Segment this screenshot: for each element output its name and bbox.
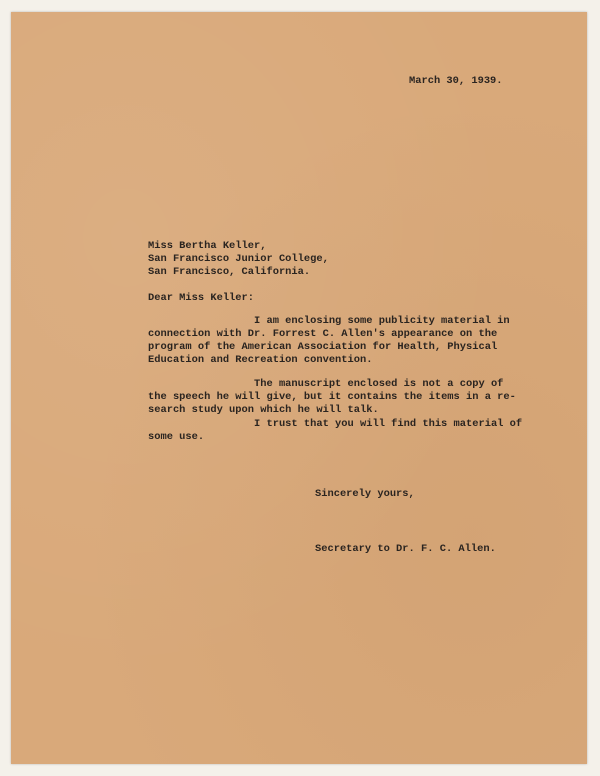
paragraph-2-line-3: search study upon which he will talk.	[148, 404, 379, 416]
letter-date: March 30, 1939.	[409, 75, 503, 87]
letter-page	[11, 12, 587, 764]
signature-line: Secretary to Dr. F. C. Allen.	[315, 543, 496, 555]
closing: Sincerely yours,	[315, 488, 415, 500]
paragraph-1-line-4: Education and Recreation convention.	[148, 354, 373, 366]
recipient-city: San Francisco, California.	[148, 266, 311, 278]
paragraph-1-line-1: I am enclosing some publicity material in	[254, 315, 510, 327]
salutation: Dear Miss Keller:	[148, 292, 255, 304]
paragraph-2-line-2: the speech he will give, but it contains the items in a re-	[148, 391, 516, 403]
paragraph-1-line-2: connection with Dr. Forrest C. Allen's appearance on the	[148, 328, 498, 340]
paragraph-2-line-1: The manuscript enclosed is not a copy of	[254, 378, 504, 390]
paragraph-3-line-1: I trust that you will find this material of	[254, 418, 523, 430]
paragraph-1-line-3: program of the American Association for Health, Physical	[148, 341, 498, 353]
recipient-name: Miss Bertha Keller,	[148, 240, 267, 252]
recipient-institution: San Francisco Junior College,	[148, 253, 329, 265]
paragraph-3-line-2: some use.	[148, 431, 205, 443]
